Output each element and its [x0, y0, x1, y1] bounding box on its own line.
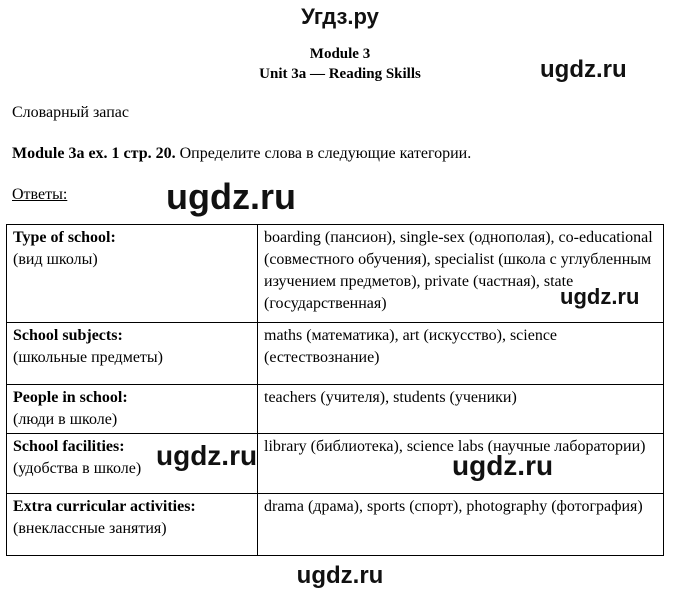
unit-title: Unit 3a — Reading Skills — [259, 66, 421, 82]
words-cell: drama (драма), sports (спорт), photography (фотография) — [258, 494, 664, 556]
category-translation: (удобства в школе) — [13, 460, 142, 477]
table-row — [7, 494, 664, 556]
category-name: School facilities: — [13, 438, 125, 455]
task-statement — [12, 145, 471, 163]
answers-label: Ответы: — [12, 186, 68, 203]
table-row — [7, 434, 664, 494]
category-name: People in school: — [13, 389, 128, 406]
category-translation: (школьные предметы) — [13, 349, 163, 366]
watermark: ugdz.ru — [452, 450, 554, 481]
category-translation: (вид школы) — [13, 251, 98, 268]
section-label: Словарный запас — [12, 104, 129, 121]
category-name: School subjects: — [13, 327, 123, 344]
category-name: Type of school: — [13, 229, 116, 246]
category-cell — [7, 225, 258, 323]
category-cell — [7, 494, 258, 556]
words-cell: library (библиотека), science labs (научные лаборатории) — [258, 434, 664, 494]
watermark: ugdz.ru — [166, 176, 296, 217]
watermark: ugdz.ru — [156, 440, 258, 471]
watermark: ugdz.ru — [560, 284, 640, 309]
words-cell: maths (математика), art (искусство), science (естествознание) — [258, 323, 664, 385]
category-translation: (люди в школе) — [13, 411, 118, 428]
category-name: Extra curricular activities: — [13, 498, 196, 515]
category-cell — [7, 385, 258, 434]
words-cell: teachers (учителя), students (ученики) — [258, 385, 664, 434]
task-text: Определите слова в следующие категории. — [175, 145, 472, 162]
task-reference: Module 3a ex. 1 стр. 20. — [12, 145, 176, 162]
table-row — [7, 323, 664, 385]
vocabulary-table — [6, 224, 664, 556]
footer-watermark: ugdz.ru — [296, 562, 384, 589]
site-header: Угдз.ру — [301, 4, 379, 29]
category-cell — [7, 323, 258, 385]
watermark: ugdz.ru — [540, 56, 627, 83]
category-translation: (внеклассные занятия) — [13, 520, 167, 537]
module-title: Module 3 — [309, 46, 371, 62]
words-cell: boarding (пансион), single-sex (однополая), co-educational (совместного обучения), specialist (школа с углубленным изучением предметов), private (частная), state (государственная) — [258, 225, 664, 323]
table-row — [7, 385, 664, 434]
